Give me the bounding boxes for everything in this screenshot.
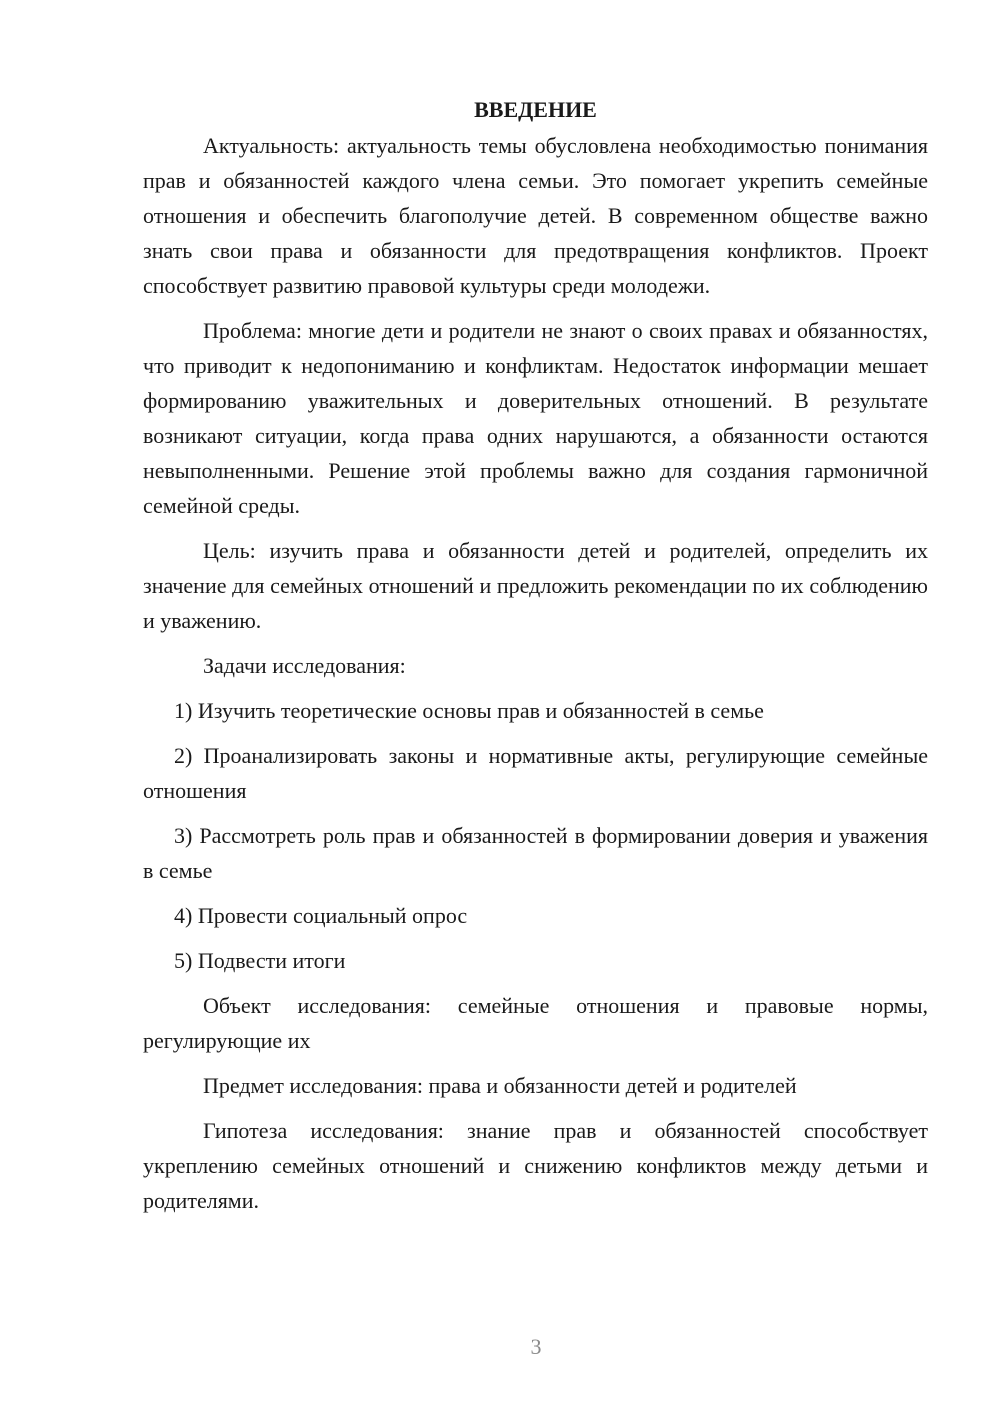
tasks-heading: Задачи исследования: bbox=[203, 653, 406, 678]
paragraph-object: Объект исследования: семейные отношения и правовые нормы, регулирующие их bbox=[143, 993, 928, 1053]
task-item-1: 1) Изучить теоретические основы прав и обязанностей в семье bbox=[174, 698, 764, 723]
paragraph-problem: Проблема: многие дети и родители не знают о своих правах и обязанностях, что приводит к недопониманию и конфликтам. Недостаток информации мешает формированию уважительных и доверительных отношений. В результате возникают ситуации, когда права одних нарушаются, а обязанности остаются невыполненными. Решение этой проблемы важно для создания гармоничной семейной среды. bbox=[143, 318, 928, 518]
paragraph-subject: Предмет исследования: права и обязанности детей и родителей bbox=[203, 1073, 797, 1098]
section-title: ВВЕДЕНИЕ bbox=[474, 97, 597, 122]
task-item-5: 5) Подвести итоги bbox=[174, 948, 346, 973]
task-item-4: 4) Провести социальный опрос bbox=[174, 903, 468, 928]
page-number: 3 bbox=[530, 1334, 542, 1359]
paragraph-goal: Цель: изучить права и обязанности детей и родителей, определить их значение для семейных отношений и предложить рекомендации по их соблюдению и уважению. bbox=[143, 538, 928, 633]
page-content bbox=[143, 92, 928, 1228]
task-item-2: 2) Проанализировать законы и нормативные акты, регулирующие семейные отношения bbox=[143, 743, 928, 803]
paragraph-hypothesis: Гипотеза исследования: знание прав и обязанностей способствует укреплению семейных отношений и снижению конфликтов между детьми и родителями. bbox=[143, 1118, 928, 1213]
task-item-3: 3) Рассмотреть роль прав и обязанностей в формировании доверия и уважения в семье bbox=[143, 823, 928, 883]
paragraph-relevance: Актуальность: актуальность темы обусловлена необходимостью понимания прав и обязанностей каждого члена семьи. Это помогает укрепить семейные отношения и обеспечить благополучие детей. В современном обществе важно знать свои права и обязанности для предотвращения конфликтов. Проект способствует развитию правовой культуры среди молодежи. bbox=[143, 133, 928, 298]
